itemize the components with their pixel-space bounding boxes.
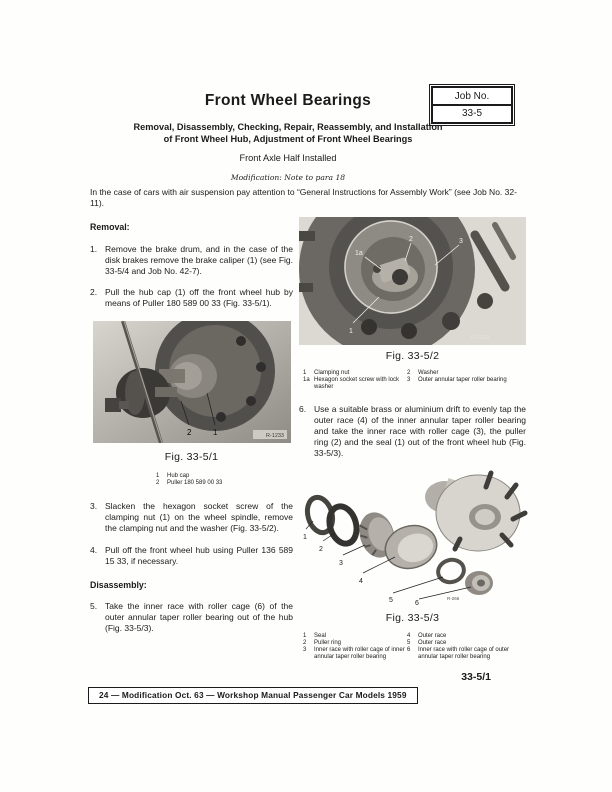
part-label: 2 [187, 428, 192, 437]
part-label: 1 [213, 428, 218, 437]
step-text: Pull off the front wheel hub using Puller 136 589 15 33, if necessary. [105, 545, 293, 567]
legend-item [303, 633, 407, 640]
step-number: 5. [90, 601, 98, 612]
fig1-photo [93, 321, 291, 443]
legend-item [407, 647, 526, 661]
fig1-legend [156, 473, 293, 487]
step-text: Slacken the hexagon socket screw of the clamping nut (1) on the wheel spindle, remove the clamping nut and the washer (Fig. 33-5/2). [105, 501, 293, 534]
step-text: Remove the brake drum, and in the case of the disk brakes remove the brake caliper (1) (see Fig. 33-5/4 and Job No. 42-7). [105, 244, 293, 276]
fig1-caption: Fig. 33-5/1 [164, 451, 219, 463]
step-6 [299, 404, 526, 459]
fig2-caption: Fig. 33-5/2 [385, 350, 440, 362]
outer-bearing-cage [465, 571, 493, 595]
photo-ref: R-1230 [471, 335, 490, 341]
legend-text: Puller ring [314, 639, 342, 646]
legend-num: 3 [303, 647, 307, 654]
step-2 [90, 287, 293, 309]
legend-num: 3 [407, 377, 411, 384]
step-text: Use a suitable brass or aluminium drift to evenly tap the outer race (4) of the inner annular taper roller bearing and take the inner race with roller cage (3), the puller ring (2) and the seal (1) out of the front wheel hub (Fig. 33-5/3). [314, 403, 526, 458]
legend-item [156, 480, 293, 487]
step-1 [90, 244, 293, 277]
legend-text: Inner race with roller cage of outer annular taper roller bearing [418, 647, 510, 661]
job-number: 33-5 [433, 104, 511, 122]
legend-item [407, 377, 526, 384]
legend-text: Outer race [418, 632, 447, 639]
part-label: 5 [389, 596, 393, 604]
page-header [70, 92, 506, 182]
part-label: 4 [359, 577, 363, 585]
intro-paragraph: In the case of cars with air suspension pay attention to “General Instructions for Assembly Work” (see Job No. 32-11). [90, 187, 517, 208]
legend-num: 4 [407, 632, 411, 639]
part-label: 3 [339, 559, 343, 567]
left-column [90, 222, 293, 634]
legend-text: Washer [418, 370, 439, 376]
modification-note: Modification: Note to para 18 [230, 173, 346, 182]
legend-num: 2 [303, 639, 307, 646]
legend-num: 6 [407, 647, 411, 654]
legend-num: 2 [407, 370, 411, 376]
legend-item [303, 377, 407, 391]
legend-item [303, 370, 407, 377]
step-number: 1. [90, 244, 98, 254]
job-label: Job No. [454, 91, 490, 102]
page-title: Front Wheel Bearings [204, 92, 372, 109]
legend-item [303, 647, 407, 661]
legend-text: Clamping nut [314, 370, 350, 376]
legend-num: 1a [303, 377, 310, 384]
part-label: 2 [319, 545, 323, 553]
subtitle-line2: of Front Wheel Hub, Adjustment of Front Wheel Bearings [163, 134, 413, 144]
legend-item [407, 633, 526, 640]
legend-num: 5 [407, 639, 411, 646]
fig3-caption: Fig. 33-5/3 [385, 611, 440, 624]
step-5 [90, 601, 293, 634]
legend-text: Outer race [418, 639, 447, 646]
legend-text: Inner race with roller cage of inner annular taper roller bearing [314, 647, 405, 661]
legend-item [407, 370, 526, 377]
legend-item [407, 640, 526, 647]
fig3-photo [295, 469, 533, 606]
step-text: Take the inner race with roller cage (6) of the outer annular taper roller bearing out of the hub (Fig. 33-5/3). [105, 601, 293, 634]
fig2-legend [303, 370, 526, 392]
step-number: 3. [90, 501, 98, 512]
fig2-photo [299, 217, 526, 345]
part-label: 6 [415, 599, 419, 606]
legend-text: Puller 180 589 00 33 [167, 480, 223, 487]
step-4 [90, 545, 293, 567]
photo-ref: R-266 [447, 595, 460, 601]
legend-text: Hexagon socket screw with lock washer [314, 377, 400, 391]
step-number: 2. [90, 287, 98, 297]
legend-item [303, 640, 407, 647]
legend-text: Outer annular taper roller bearing [418, 377, 507, 384]
legend-num: 1 [303, 632, 307, 639]
part-label: 1 [303, 533, 307, 541]
removal-heading: Removal: [90, 222, 130, 232]
puller-hex-bolt [105, 398, 121, 412]
step-number: 6. [299, 403, 307, 414]
subtitle-line1: Removal, Disassembly, Checking, Repair, Reassembly, and Installation [133, 122, 443, 132]
part-label: 3 [459, 238, 463, 245]
step-3 [90, 501, 293, 534]
disassembly-heading: Disassembly: [90, 580, 147, 591]
part-label: 1 [349, 328, 353, 335]
fig3-legend [303, 633, 526, 662]
part-label: 1a [355, 250, 363, 257]
legend-num: 1 [303, 370, 307, 376]
page-subtitle [70, 121, 506, 145]
step-number: 4. [90, 545, 98, 556]
footer-imprint: 24 — Modification Oct. 63 — Workshop Manual Passenger Car Models 1959 [88, 687, 418, 704]
photo-ref: R-1233 [265, 433, 284, 439]
step-text: Pull the hub cap (1) off the front wheel hub by means of Puller 180 589 00 33 (Fig. 33-5/1). [105, 287, 293, 308]
legend-num: 2 [156, 480, 160, 487]
page-reference: 33-5/1 [461, 671, 491, 683]
right-column [299, 217, 526, 661]
legend-num: 1 [156, 473, 160, 479]
subheading: Front Axle Half Installed [239, 153, 337, 163]
part-label: 2 [409, 236, 413, 243]
legend-text: Seal [314, 632, 327, 639]
legend-item [156, 473, 293, 480]
legend-text: Hub cap [167, 473, 190, 479]
